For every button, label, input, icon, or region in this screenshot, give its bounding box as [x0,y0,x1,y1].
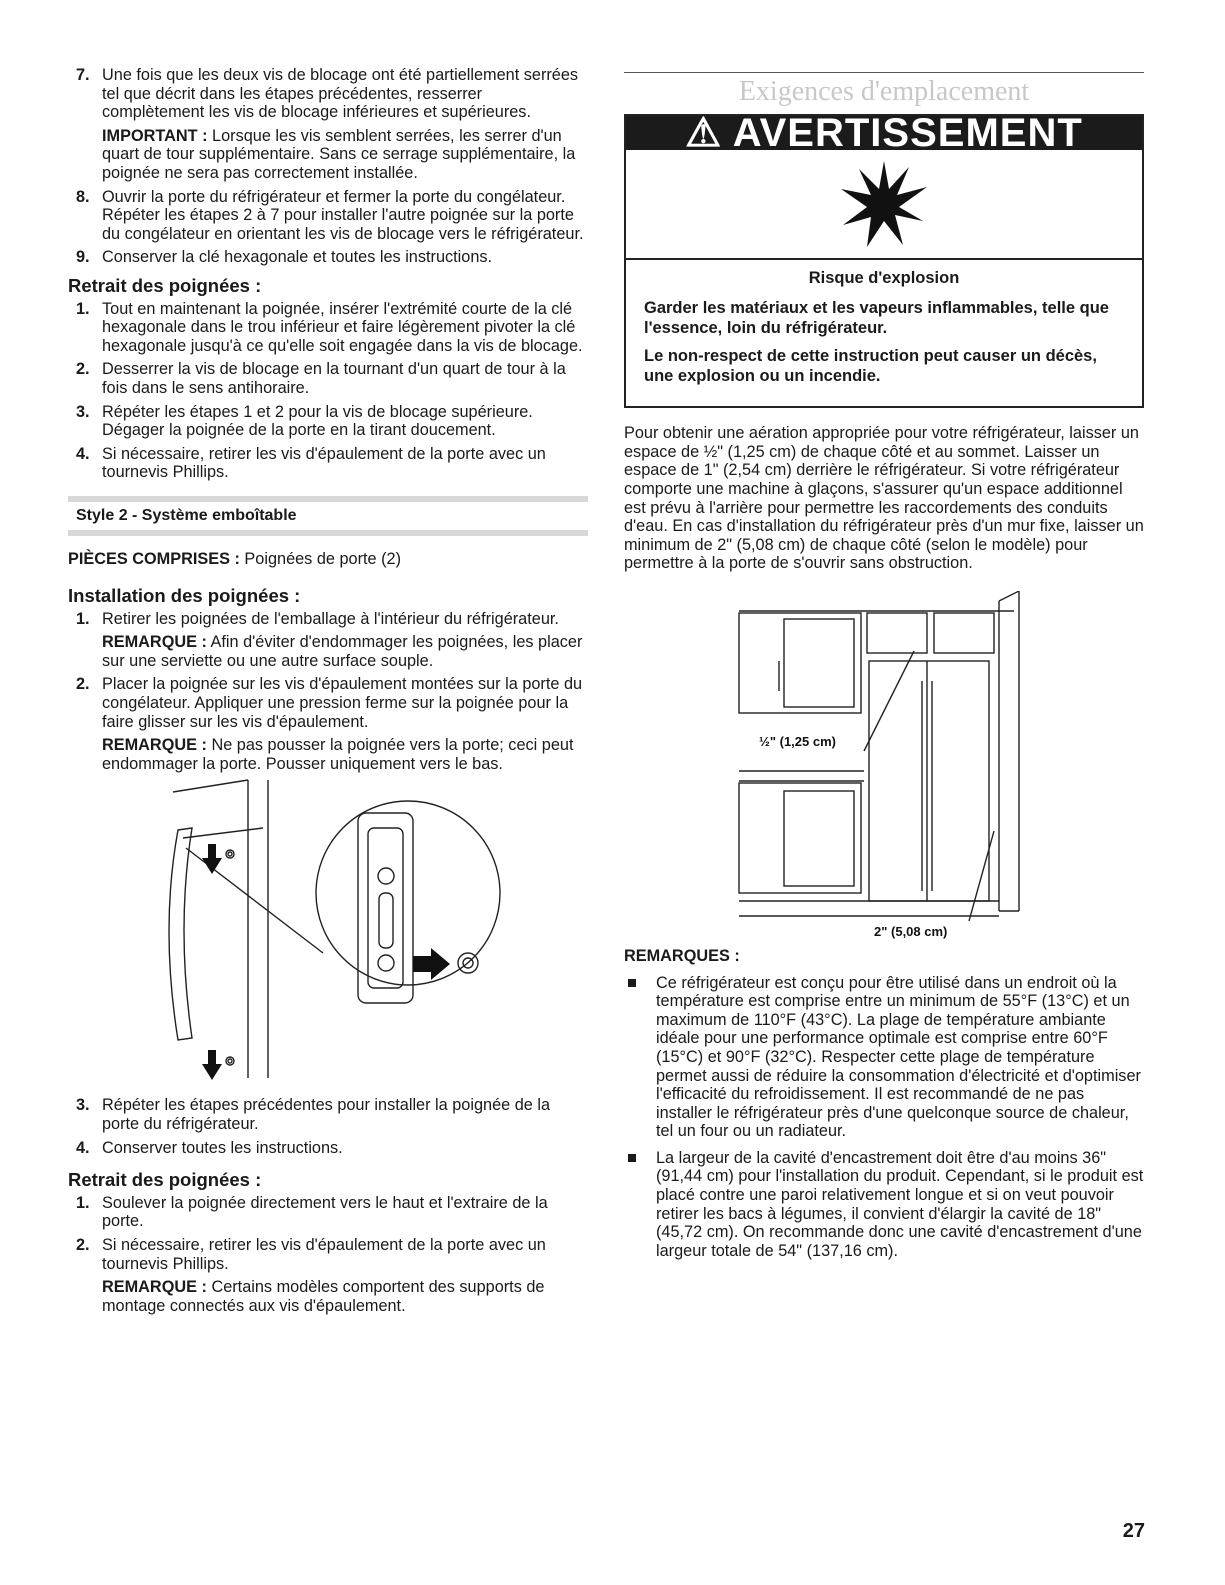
retrait1-step: 4. Si nécessaire, retirer les vis d'épaulement de la porte avec un tournevis Phillips. [76,444,546,482]
warning-triangle-icon: ⚠ [685,110,723,155]
risk-text-1: Garder les matériaux et les vapeurs inflammables, telle que l'essence, loin du réfrigérateur. [644,299,1109,338]
retrait2-step-1: 1. Soulever la poignée directement vers le haut et l'extraire de la porte. [76,1193,548,1231]
remarque-item: Ce réfrigérateur est conçu pour être utilisé dans un endroit où la température est comprise entre un minimum de 55°F (13°C) et un maximum de 110°F (43°C). La plage de température ambiante idéale pour une performance optimale est comprise entre 60°F (15°C) et 90°F (32°C). Respecter cette plage de température permet aussi de réduire la consommation d'électricité et d'optimiser l'efficacité du refroidissement. Il est recommandé de ne pas installer le réfrigérateur près d'une quelconque source de chaleur, tel un four ou un radiateur. [624,974,1144,1141]
step-8: 8. Ouvrir la porte du réfrigérateur et fermer la porte du congélateur. Répéter les étapes 2 à 7 pour installer l'autre poignée sur la porte du congélateur en orientant les vis de blocage vers le réfrigérateur. [76,187,584,243]
step-7: 7. Une fois que les deux vis de blocage ont été partiellement serrées tel que décrit dans les étapes précédentes, resserrer complètement les vis de blocage inférieures et supérieures. IMPORTANT : Lorsque les vis semblent serrées, les serrer d'un quart de tour supplémentaire. Sans ce serrage supplémentaire, la poignée ne sera pas correctement installée. [76,66,579,182]
retrait1-step: 3. Répéter les étapes 1 et 2 pour la vis de blocage supérieure. Dégager la poignée de la porte en la tirant doucement. [76,402,533,440]
retrait1-step: 2. Desserrer la vis de blocage en la tournant d'un quart de tour à la fois dans le sens antihoraire. [76,360,566,397]
bullet-square-icon [628,1154,636,1162]
section-title: Exigences d'emplacement [738,76,1030,107]
remarque-item: La largeur de la cavité d'encastrement doit être d'au moins 36" (91,44 cm) pour l'installation du produit. Cependant, si le produit est placé contre une paroi relativement longue et si on veut pouvoir retirer les bacs à légumes, il convient d'élargir la cavité de 18" (45,72 cm). On recommande donc une cavité d'encastrement d'une largeur totale de 54" (137,16 cm). [624,1149,1144,1261]
bullet-square-icon [628,979,636,987]
clearance-label-two-inch: 2" (5,08 cm) [874,923,948,939]
right-column [624,66,1144,1268]
clearance-diagram [624,591,1144,941]
retrait-heading-2: Retrait des poignées : [68,1169,262,1191]
section-rule [624,72,1144,73]
retrait2-step-2: 2. Si nécessaire, retirer les vis d'épaulement de la porte avec un tournevis Phillips. REMARQUE : Certains modèles comportent des supports de montage connectés aux vis d'épaulement. [76,1235,546,1315]
risk-title: Risque d'explosion [808,269,960,288]
risk-text-2: Le non-respect de cette instruction peut causer un décès, une explosion ou un incendie. [644,347,1097,386]
install-step-2: 2. Placer la poignée sur les vis d'épaulement montées sur la porte du congélateur. Appliquer une pression ferme sur la poignée pour la faire glisser sur les vis d'épaulement. REMARQUE : Ne pas pousser la poignée vers la porte; ceci peut endommager la porte. Pousser uniquement vers le bas. [76,675,583,773]
style-2-bar: Style 2 - Système emboîtable [68,496,588,537]
clearance-label-half-inch: ½" (1,25 cm) [759,733,836,749]
left-column [68,66,588,1320]
warning-header: ⚠ AVERTISSEMENT [626,116,1142,151]
pieces-comprises: PIÈCES COMPRISES : Poignées de porte (2) [68,550,402,569]
retrait1-step: 1. Tout en maintenant la poignée, insérer l'extrémité courte de la clé hexagonale dans le trou inférieur et faire légèrement pivoter la clé hexagonale jusqu'à ce qu'elle soit engagée dans la vis de blocage. [76,299,583,355]
explosion-icon [839,159,929,249]
ventilation-paragraph: Pour obtenir une aération appropriée pour votre réfrigérateur, laisser un espace de ½" (1,25 cm) de chaque côté et au sommet. Laisser un espace de 1" (2,54 cm) derrière le réfrigérateur. Si votre réfrigérateur comporte une machine à glaçons, s'assurer qu'un espace additionnel est prévu à l'arrière pour permettre les raccordements des conduits d'eau. En cas d'installation du réfrigérateur près d'un mur fixe, laisser un minimum de 2" (5,08 cm) de chaque côté (selon le modèle) pour permettre à la porte de s'ouvrir sans obstruction. [624,424,1144,573]
step-9: 9. Conserver la clé hexagonale et toutes les instructions. [76,248,493,267]
warning-box [624,110,1144,409]
handle-illustration [68,778,588,1096]
installation-heading: Installation des poignées : [68,585,301,607]
clearance-illustration [624,591,1144,941]
install-step-4: 4. Conserver toutes les instructions. [76,1138,343,1157]
install-step-1: 1. Retirer les poignées de l'emballage à l'intérieur du réfrigérateur. REMARQUE : Afin d'éviter d'endommager les poignées, les placer sur une serviette ou une autre surface souple. [76,609,583,670]
install-step-3: 3. Répéter les étapes précédentes pour installer la poignée de la porte du réfrigérateur. [76,1096,551,1133]
remarques-title: REMARQUES : [624,946,740,965]
handle-diagram [68,778,588,1096]
retrait-heading-1: Retrait des poignées : [68,274,262,296]
page-number: 27 [1122,1520,1145,1542]
